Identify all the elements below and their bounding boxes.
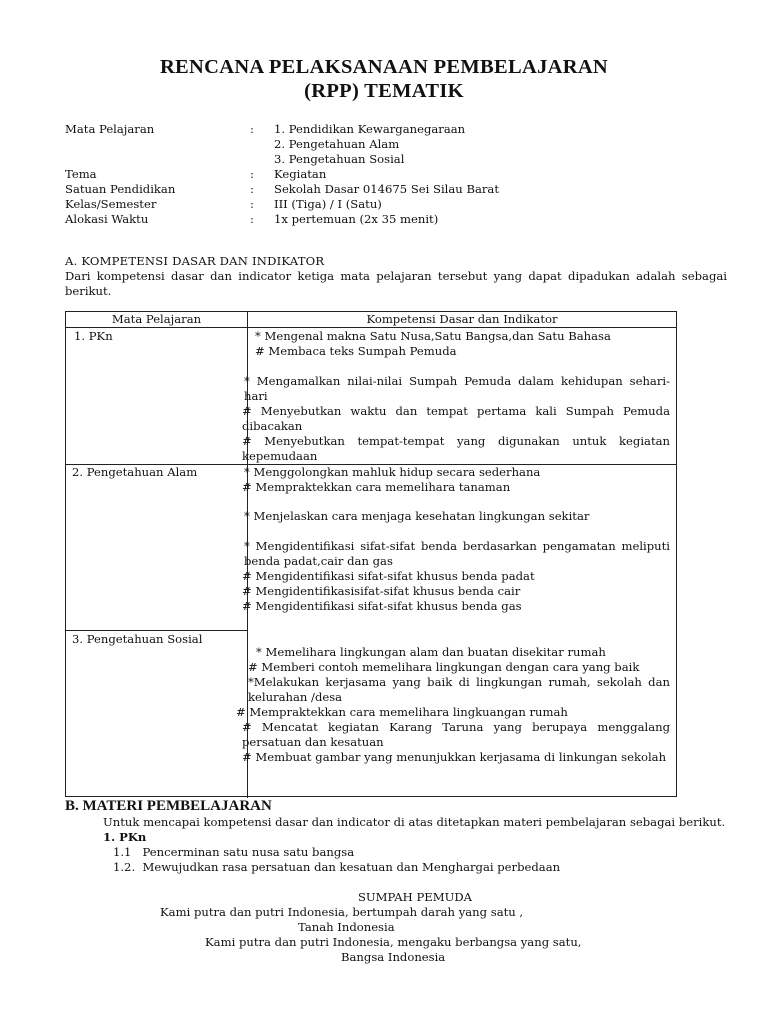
section-intro: Dari kompetensi dasar dan indicator ketiga mata pelajaran tersebut yang dapat dipadukan adalah sebagai berikut. (65, 269, 727, 298)
section-heading: B. MATERI PEMBELAJARAN (65, 798, 272, 814)
lesson-meta (65, 122, 725, 227)
table-subject-cell: 3. Pengetahuan Sosial (72, 632, 203, 646)
document-subtitle: (RPP) TEMATIK (304, 80, 464, 102)
poem-title: SUMPAH PEMUDA (357, 890, 473, 904)
table-subject-cell: 1. PKn (74, 329, 113, 343)
competency-item: *Melakukan kerjasama yang baik di lingkungan rumah, sekolah dan kelurahan /desa (248, 675, 670, 704)
competency-item: # Mengidentifikasisifat-sifat khusus benda cair (242, 584, 521, 598)
subsection-heading: 1. PKn (103, 830, 147, 844)
section-kompetensi (65, 254, 727, 299)
meta-row-alokasi (65, 212, 725, 227)
competency-item: # Membuat gambar yang menunjukkan kerjasama di linkungan sekolah (242, 750, 667, 764)
competency-item: * Mengamalkan nilai-nilai Sumpah Pemuda dalam kehidupan sehari-hari (244, 374, 670, 403)
meta-row-kelas (65, 197, 725, 212)
materi-item: 1.2. Mewujudkan rasa persatuan dan kesatuan dan Menghargai perbedaan (113, 860, 561, 874)
header-divider (66, 327, 676, 328)
competency-item: # Menyebutkan tempat-tempat yang digunakan untuk kegiatan kepemudaan (242, 434, 670, 463)
meta-value: Sekolah Dasar 014675 Sei Silau Barat (274, 182, 499, 196)
competency-item: * Memelihara lingkungan alam dan buatan disekitar rumah (256, 645, 606, 659)
meta-value: 2. Pengetahuan Alam (274, 137, 400, 151)
meta-label: Kelas/Semester (65, 197, 157, 211)
meta-row-tema (65, 167, 725, 182)
meta-label: Alokasi Waktu (65, 212, 149, 226)
meta-value: III (Tiga) / I (Satu) (274, 197, 382, 211)
poem-line: Bangsa Indonesia (341, 950, 446, 964)
materi-item: 1.1 Pencerminan satu nusa satu bangsa (113, 845, 355, 859)
competency-list (242, 465, 670, 614)
meta-colon: : (250, 197, 254, 211)
meta-value: 1. Pendidikan Kewarganegaraan (274, 122, 466, 136)
table-header-subject: Mata Pelajaran (111, 312, 202, 326)
table-header-competency: Kompetensi Dasar dan Indikator (366, 312, 558, 326)
competency-item: # Memberi contoh memelihara lingkungan dengan cara yang baik (248, 660, 640, 674)
meta-colon: : (250, 167, 254, 181)
meta-colon: : (250, 122, 254, 136)
table-subject-cell: 2. Pengetahuan Alam (72, 465, 198, 479)
meta-row-satuan (65, 182, 725, 197)
meta-value: 3. Pengetahuan Sosial (274, 152, 405, 166)
competency-item: # Membaca teks Sumpah Pemuda (255, 344, 457, 358)
spacer (242, 495, 670, 509)
meta-value: Kegiatan (274, 167, 327, 181)
poem-line: Kami putra dan putri Indonesia, mengaku berbangsa yang satu, (205, 935, 582, 949)
spacer (242, 524, 670, 539)
row-divider (66, 630, 248, 631)
competency-list (236, 645, 670, 765)
document-title: RENCANA PELAKSANAAN PEMBELAJARAN (159, 56, 609, 78)
section-materi (65, 797, 727, 965)
competency-item: * Mengenal makna Satu Nusa,Satu Bangsa,dan Satu Bahasa (255, 329, 611, 343)
meta-colon: : (250, 182, 254, 196)
poem-line: Tanah Indonesia (298, 920, 395, 934)
competency-item: * Mengidentifikasi sifat-sifat benda berdasarkan pengamatan meliputi benda padat,cair dan gas (244, 539, 670, 568)
competency-list (242, 329, 670, 464)
section-heading: A. KOMPETENSI DASAR DAN INDIKATOR (65, 254, 325, 268)
competency-item: # Mengidentifikasi sifat-sifat khusus benda gas (242, 599, 522, 613)
competency-item: # Mempraktekkan cara memelihara lingkuangan rumah (236, 705, 568, 719)
competency-item: * Menjelaskan cara menjaga kesehatan lingkungan sekitar (244, 509, 590, 523)
competency-item: # Mencatat kegiatan Karang Taruna yang berupaya menggalang persatuan dan kesatuan (242, 720, 670, 749)
meta-label: Mata Pelajaran (65, 122, 155, 136)
meta-label: Satuan Pendidikan (65, 182, 176, 196)
section-intro: Untuk mencapai kompetensi dasar dan indicator di atas ditetapkan materi pembelajaran sebagai berikut. (103, 815, 726, 829)
meta-colon: : (250, 212, 254, 226)
meta-label: Tema (65, 167, 97, 181)
meta-value: 1x pertemuan (2x 35 menit) (274, 212, 439, 226)
competency-table (65, 311, 677, 797)
spacer (65, 875, 727, 890)
competency-item: * Menggolongkan mahluk hidup secara sederhana (244, 465, 541, 479)
spacer (242, 359, 670, 374)
meta-value-list (264, 122, 725, 167)
competency-item: # Menyebutkan waktu dan tempat pertama kali Sumpah Pemuda dibacakan (242, 404, 670, 433)
meta-row-mapel (65, 122, 725, 167)
competency-item: # Mengidentifikasi sifat-sifat khusus benda padat (242, 569, 535, 583)
poem-line: Kami putra dan putri Indonesia, bertumpah darah yang satu , (160, 905, 524, 919)
competency-item: # Mempraktekkan cara memelihara tanaman (242, 480, 511, 494)
